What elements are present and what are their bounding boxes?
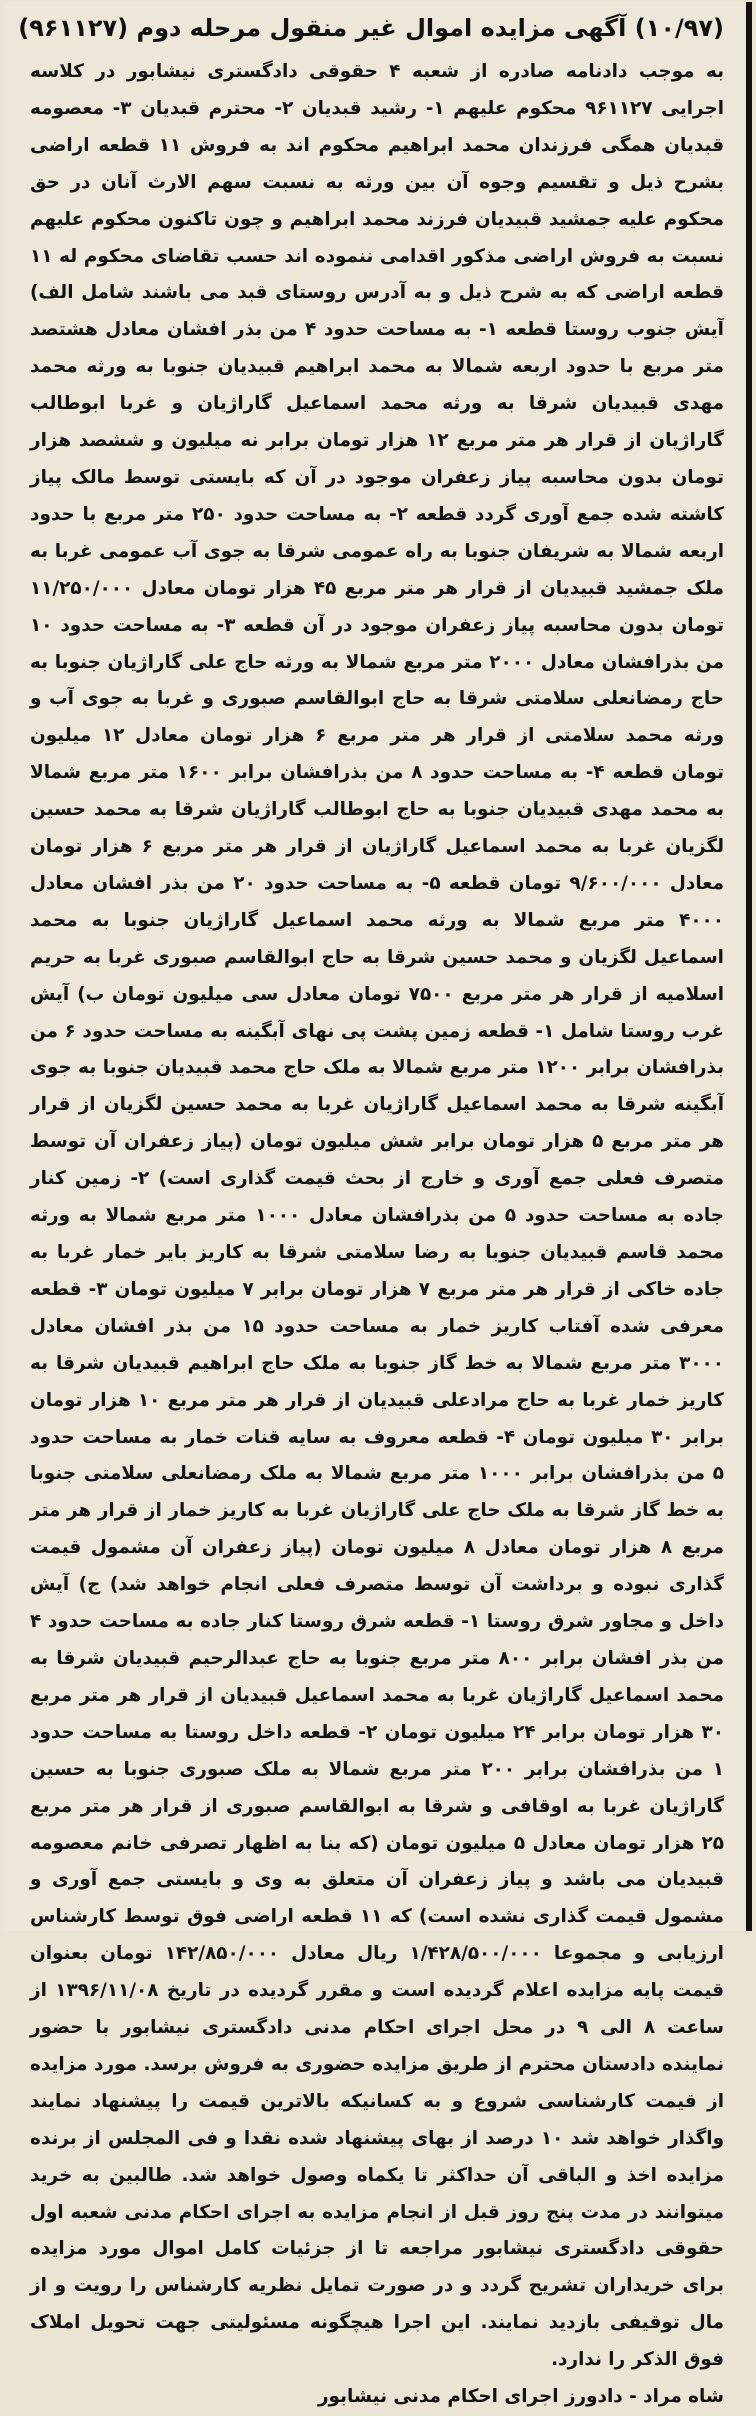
notice-document <box>4 2 752 2408</box>
notice-signature: شاه مراد - دادورز اجرای احکام مدنی نیشابور <box>317 2386 724 2408</box>
notice-body: به موجب دادنامه صادره از شعبه ۴ حقوقی دادگستری نیشابور در کلاسه اجرایی ۹۶۱۱۲۷ محکوم علیهم ۱- رشید قبدیان ۲- محترم قبدیان ۳- معصومه قبدیان همگی فرزندان محمد ابراهیم محکوم اند به فروش ۱۱ قطعه اراضی بشرح ذیل و تقسیم وجوه آن بین ورثه به نسبت سهم الارث آنان در حق محکوم علیه جمشید قبیدیان فرزند محمد ابراهیم و چون تاکنون محکوم علیهم نسبت به فروش اراضی مذکور اقدامی ننموده اند حسب تقاضای محکوم له ۱۱ قطعه اراضی که به شرح ذیل و به آدرس روستای قبد می باشند شامل الف) آیش جنوب روستا قطعه ۱- به مساحت حدود ۴ من بذر افشان معادل هشتصد متر مربع با حدود اربعه شمالا به محمد ابراهیم قبیدیان جنوبا به ورثه محمد مهدی قبیدیان شرقا به ورثه محمد اسماعیل گاراژیان و غربا ابوطالب گاراژیان از قرار هر متر مربع ۱۲ هزار تومان برابر نه میلیون و ششصد هزار تومان بدون محاسبه پیاز زعفران موجود در آن که بایستی توسط مالک پیاز کاشته شده جمع آوری گردد قطعه ۲- به مساحت حدود ۲۵۰ متر مربع با حدود اربعه شمالا به شریفان جنوبا به راه عمومی شرقا به جوی آب عمومی غربا به ملک جمشید قبیدیان از قرار هر متر مربع ۴۵ هزار تومان معادل ۱۱/۲۵۰/۰۰۰ تومان بدون محاسبه پیاز زعفران موجود در آن قطعه ۳- به مساحت حدود ۱۰ من بذرافشان معادل ۲۰۰۰ متر مربع شمالا به ورثه حاج علی گاراژیان جنوبا به حاج رمضانعلی سلامتی شرقا به حاج ابوالقاسم صبوری و غربا به جوی آب و ورثه محمد سلامتی از قرار هر متر مربع ۶ هزار تومان معادل ۱۲ میلیون تومان قطعه ۴- به مساحت حدود ۸ من بذرافشان برابر ۱۶۰۰ متر مربع شمالا به محمد مهدی قبیدیان جنوبا به حاج ابوطالب گاراژیان شرقا به محمد حسین لگزیان غربا به محمد اسماعیل گاراژیان از قرار هر متر مربع ۶ هزار تومان معادل ۹/۶۰۰/۰۰۰ تومان قطعه ۵- به مساحت حدود ۲۰ من بذر افشان معادل ۴۰۰۰ متر مربع شمالا به ورثه محمد اسماعیل گاراژیان جنوبا به محمد اسماعیل لگزیان و محمد حسین شرقا به حاج ابوالقاسم صبوری غربا به حریم اسلامیه از قرار هر متر مربع ۷۵۰۰ تومان معادل سی میلیون تومان ب) آیش غرب روستا شامل ۱- قطعه زمین پشت پی نهای آبگینه به مساحت حدود ۶ من بذرافشان برابر ۱۲۰۰ متر مربع شمالا به ملک حاج محمد قبیدیان جنوبا به جوی آبگینه شرقا به محمد اسماعیل گاراژیان غربا به محمد حسین لگزیان از قرار هر متر مربع ۵ هزار تومان برابر شش میلیون تومان (پیاز زعفران آن توسط متصرف فعلی جمع آوری و خارج از بحث قیمت گذاری است) ۲- زمین کنار جاده به مساحت حدود ۵ من بذرافشان معادل ۱۰۰۰ متر مربع شمالا به ورثه محمد قاسم قبیدیان جنوبا به رضا سلامتی شرقا به کاریز بایر خمار غربا به جاده خاکی از قرار هر متر مربع ۷ هزار تومان برابر ۷ میلیون تومان ۳- قطعه معرفی شده آفتاب کاریز خمار به مساحت حدود ۱۵ من بذر افشان معادل ۳۰۰۰ متر مربع شمالا به خط گاز جنوبا به ملک حاج ابراهیم قبیدیان شرقا به کاریز خمار غربا به حاج مرادعلی قبیدیان از قرار هر متر مربع ۱۰ هزار تومان برابر ۳۰ میلیون تومان ۴- قطعه معروف به سایه قنات خمار به مساحت حدود ۵ من بذرافشان برابر ۱۰۰۰ متر مربع شمالا به ملک رمضانعلی سلامتی جنوبا به خط گاز شرقا به ملک حاج علی گاراژیان غربا به کاریز خمار از قرار هر متر مربع ۸ هزار تومان معادل ۸ میلیون تومان (پیاز زعفران آن مشمول قیمت گذاری نبوده و برداشت آن توسط متصرف فعلی انجام خواهد شد) ج) آیش داخل و مجاور شرق روستا ۱- قطعه شرق روستا کنار جاده به مساحت حدود ۴ من بذر افشان برابر ۸۰۰ متر مربع جنوبا به حاج عبدالرحیم قبیدیان شرقا به محمد اسماعیل گاراژیان غربا به محمد اسماعیل قبیدیان از قرار هر متر مربع ۳۰ هزار تومان برابر ۲۴ میلیون تومان ۲- قطعه داخل روستا به مساحت حدود ۱ من بذرافشان برابر ۲۰۰ متر مربع شمالا به ملک صبوری جنوبا به حسین گاراژیان غربا به اوقافی و شرقا به ابوالقاسم صبوری از قرار هر متر مربع ۲۵ هزار تومان معادل ۵ میلیون تومان (که بنا به اظهار تصرفی خانم معصومه قبیدیان می باشد و پیاز زعفران آن متعلق به وی و بایستی جمع آوری و مشمول قیمت گذاری نشده است) که ۱۱ قطعه اراضی فوق توسط کارشناس ارزیابی و مجموعا ۱/۴۲۸/۵۰۰/۰۰۰ ریال معادل ۱۴۲/۸۵۰/۰۰۰ تومان بعنوان قیمت پایه مزایده اعلام گردیده است و مقرر گردیده در تاریخ ۱۳۹۶/۱۱/۰۸ از ساعت ۸ الی ۹ در محل اجرای احکام مدنی دادگستری نیشابور با حضور نماینده دادستان محترم از طریق مزایده حضوری به فروش برسد. مورد مزایده از قیمت کارشناسی شروع و به کسانیکه بالاترین قیمت را پیشنهاد نمایند واگذار خواهد شد ۱۰ درصد از بهای پیشنهاد شده نقدا و فی المجلس از برنده مزایده اخذ و الباقی آن حداکثر تا یکماه وصول خواهد شد. طالبین به خرید میتوانند در مدت پنج روز قبل از انجام مزایده به اجرای احکام مدنی شعبه اول حقوقی دادگستری نیشابور مراجعه تا از جزئیات کامل اموال مورد مزایده برای خریداران تشریح گردد و در صورت تمایل نظریه کارشناس را رویت و از مال توقیفی بازدید نمایند. این اجرا هیچگونه مسئولیتی جهت تحویل املاک فوق الذکر را ندارد. <box>30 61 725 2371</box>
notice-title: (۱۰/۹۷) آگهی مزایده اموال غیر منقول مرحله دوم (۹۶۱۱۲۷) <box>18 14 724 42</box>
